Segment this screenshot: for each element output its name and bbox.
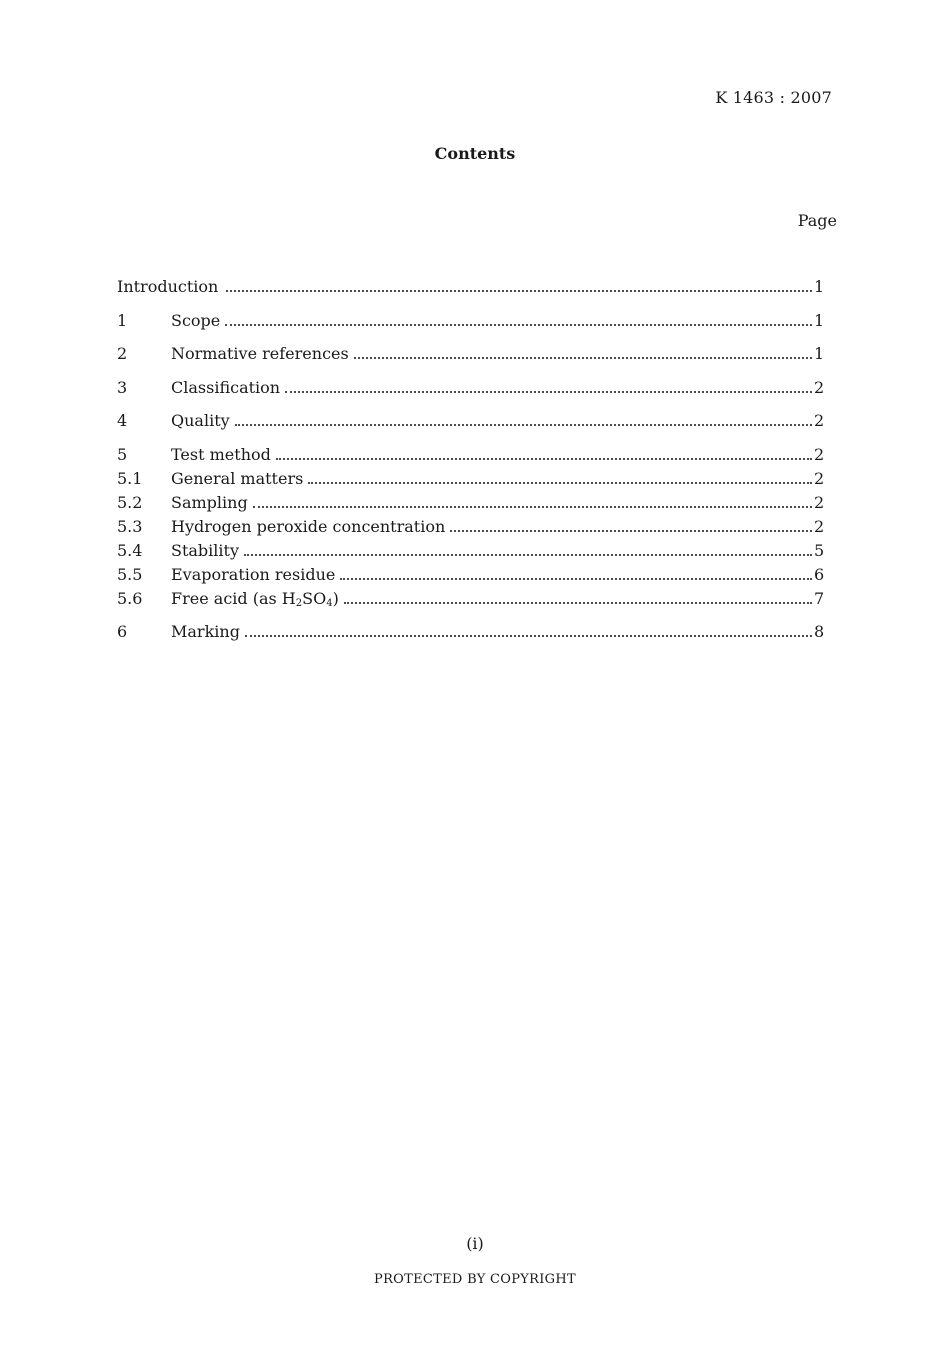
toc-entry-page: 5 <box>814 540 825 560</box>
toc-entry-scope[interactable] <box>117 311 823 335</box>
toc-title-part: SO <box>302 588 327 608</box>
toc-entry-number: 5.2 <box>117 492 143 512</box>
toc-entry-page: 2 <box>814 444 825 464</box>
dot-leader <box>340 577 812 580</box>
toc-entry-title: General matters <box>171 468 304 488</box>
dot-leader <box>225 323 812 326</box>
toc-title-part: Free acid (as H <box>171 588 296 608</box>
subscript: 2 <box>295 597 303 609</box>
toc-entry-title: Normative references <box>171 344 349 363</box>
toc-entry-number: 4 <box>117 411 128 430</box>
toc-entry-marking[interactable] <box>117 622 823 646</box>
toc-entry-number: 2 <box>117 344 128 363</box>
dot-leader <box>276 457 812 460</box>
toc-entry-title: Evaporation residue <box>171 564 336 584</box>
page-column-label: Page <box>797 211 837 230</box>
toc-entry-title: Stability <box>171 540 239 560</box>
toc-entry-page: 2 <box>814 468 825 488</box>
toc-entry-page: 1 <box>814 277 825 296</box>
dot-leader <box>285 390 812 393</box>
toc-entry-number: 5.6 <box>117 588 143 608</box>
toc-entry-number: 3 <box>117 377 128 397</box>
standard-number: K 1463 : 2007 <box>715 88 832 107</box>
toc-entry-page: 7 <box>814 588 825 608</box>
dot-leader <box>235 423 812 426</box>
toc-entry-number: 5.5 <box>117 564 143 584</box>
toc-entry-classification[interactable] <box>117 378 823 402</box>
dot-leader <box>253 505 812 508</box>
toc-entry-quality[interactable] <box>117 411 823 435</box>
toc-entry-title: Test method <box>171 444 271 464</box>
toc-entry-evaporation-residue[interactable] <box>117 565 823 589</box>
toc-entry-page: 2 <box>814 492 825 512</box>
dot-leader <box>244 553 812 556</box>
toc-entry-test-method[interactable] <box>117 445 823 469</box>
toc-entry-page: 8 <box>814 622 825 641</box>
toc-entry-number: 1 <box>117 310 128 330</box>
dot-leader <box>226 289 812 292</box>
toc-entry-page: 6 <box>814 564 825 584</box>
toc-entry-number: 5 <box>117 444 128 464</box>
toc-entry-normative-references[interactable] <box>117 344 823 368</box>
toc-entry-page: 1 <box>814 344 825 363</box>
toc-entry-hydrogen-peroxide-concentration[interactable] <box>117 517 823 541</box>
toc-entry-title: Classification <box>171 377 281 397</box>
toc-entry-title: Introduction <box>117 277 219 296</box>
toc-entry-title: Scope <box>171 310 221 330</box>
toc-entry-page: 2 <box>814 411 825 430</box>
toc-entry-page: 2 <box>814 516 825 536</box>
dot-leader <box>308 481 812 484</box>
toc-entry-page: 2 <box>814 377 825 397</box>
toc-entry-sampling[interactable] <box>117 493 823 517</box>
toc-entry-page: 1 <box>814 310 825 330</box>
page-folio: (i) <box>466 1234 484 1253</box>
toc-entry-title: Sampling <box>171 492 248 512</box>
toc-title-part: ) <box>332 588 339 608</box>
toc-entry-title: Quality <box>171 411 230 430</box>
subscript: 4 <box>326 597 333 609</box>
dot-leader <box>450 529 812 532</box>
copyright-notice: PROTECTED BY COPYRIGHT <box>374 1272 576 1287</box>
dot-leader <box>245 634 812 637</box>
toc-entry-number: 5.3 <box>117 516 143 536</box>
toc-entry-title <box>171 589 344 609</box>
dot-leader <box>344 601 812 604</box>
page-title: Contents <box>434 144 516 163</box>
dot-leader <box>354 356 812 359</box>
toc-entry-general-matters[interactable] <box>117 469 823 493</box>
table-of-contents <box>117 277 823 646</box>
toc-entry-number: 5.1 <box>117 468 143 488</box>
toc-entry-number: 5.4 <box>117 540 143 560</box>
toc-entry-free-acid[interactable] <box>117 589 823 613</box>
toc-entry-number: 6 <box>117 622 128 641</box>
toc-entry-title: Hydrogen peroxide concentration <box>171 516 446 536</box>
toc-entry-introduction[interactable] <box>117 277 823 301</box>
toc-entry-stability[interactable] <box>117 541 823 565</box>
toc-entry-title: Marking <box>171 622 240 641</box>
